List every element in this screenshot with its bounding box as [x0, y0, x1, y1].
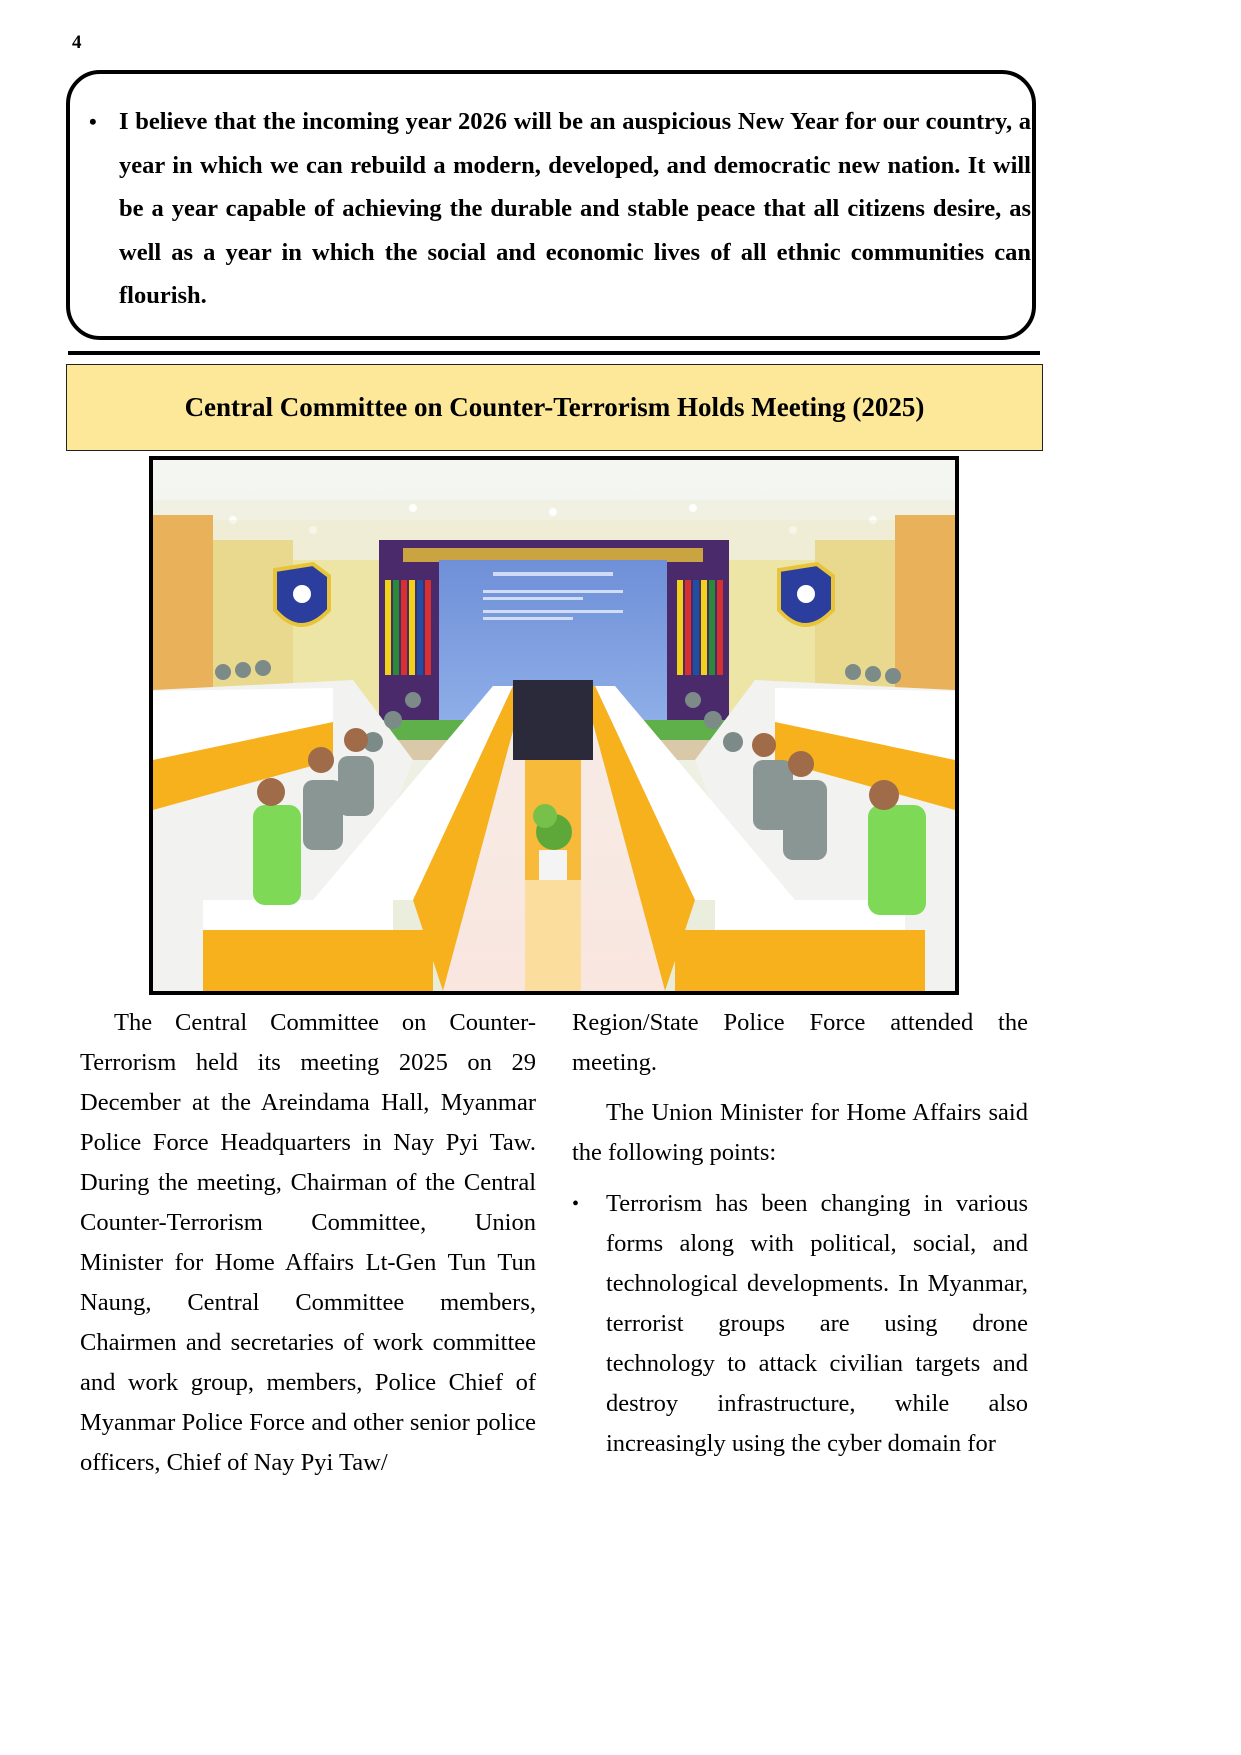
- quote-bullet-item: [89, 100, 1031, 318]
- police-emblem-left: [275, 564, 329, 625]
- article-title-banner: [66, 364, 1043, 451]
- page-number: 4: [72, 32, 82, 53]
- quote-box: [66, 70, 1036, 340]
- section-divider: [68, 351, 1040, 355]
- bullet-icon: •: [572, 1193, 580, 1215]
- meeting-hall-image: [153, 460, 955, 991]
- bullet-text: Terrorism has been changing in various forms along with political, social, and technological developments. In Myanmar, terrorist groups are using drone technology to attack civilian targets and destroy infrastructure, while also increasingly using the cyber domain for: [606, 1190, 1028, 1457]
- bullet-icon: •: [89, 109, 97, 134]
- article-right-column: [572, 1003, 1028, 1464]
- article-paragraph: The Union Minister for Home Affairs said the following points:: [572, 1099, 1028, 1166]
- police-emblem-right: [779, 564, 833, 625]
- article-paragraph-continuation: Region/State Police Force attended the meeting.: [572, 1009, 1028, 1076]
- article-left-column: [80, 1003, 536, 1483]
- article-bullet-item: [572, 1184, 1028, 1464]
- article-paragraph: The Central Committee on Counter-Terrorism held its meeting 2025 on 29 December at the Areindama Hall, Myanmar Police Force Headquarters in Nay Pyi Taw. During the meeting, Chairman of the Central Counter-Terrorism Committee, Union Minister for Home Affairs Lt-Gen Tun Tun Naung, Central Committee members, Chairmen and secretaries of work committee and work group, members, Police Chief of Myanmar Police Force and other senior police officers, Chief of Nay Pyi Taw/: [80, 1009, 536, 1476]
- quote-text: I believe that the incoming year 2026 will be an auspicious New Year for our country, a year in which we can rebuild a modern, developed, and democratic new nation. It will be a year capable of achieving the durable and stable peace that all citizens desire, as well as a year in which the social and economic lives of all ethnic communities can flourish.: [119, 108, 1031, 309]
- meeting-photo: [149, 456, 959, 995]
- article-title: Central Committee on Counter-Terrorism Holds Meeting (2025): [184, 392, 925, 422]
